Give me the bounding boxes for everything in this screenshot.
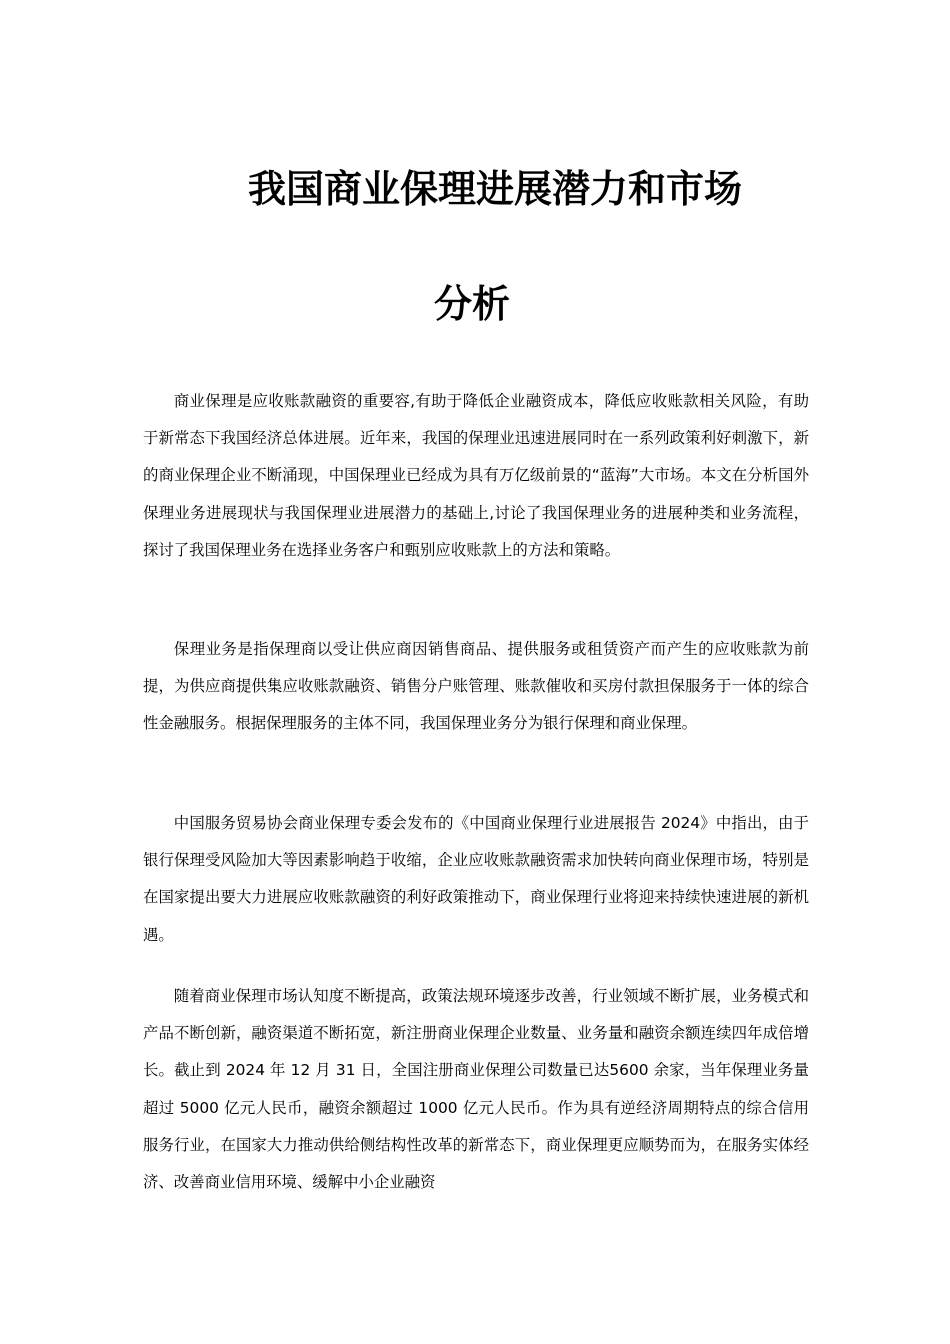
document-title-line-1: 我国商业保理进展潜力和市场 (248, 167, 743, 211)
document-title-line-2: 分析 (434, 282, 511, 326)
paragraph-definition: 保理业务是指保理商以受让供应商因销售商品、提供服务或租赁资产而产生的应收账款为前提，为供应商提供集应收账款融资、销售分户账管理、账款催收和买房付款担保服务于一体的综合性金融服务。根据保理服务的主体不同，我国保理业务分为银行保理和商业保理。 (143, 640, 809, 733)
paragraph-introduction: 商业保理是应收账款融资的重要容,有助于降低企业融资成本，降低应收账款相关风险，有助于新常态下我国经济总体进展。近年来，我国的保理业迅速进展同时在一系列政策利好刺激下，新的商业保理企业不断涌现，中国保理业已经成为具有万亿级前景的“蓝海”大市场。本文在分析国外保理业务进展现状与我国保理业进展潜力的基础上,讨论了我国保理业务的进展种类和业务流程，探讨了我国保理业务在选择业务客户和甄别应收账款上的方法和策略。 (143, 392, 809, 559)
paragraph-market-growth: 随着商业保理市场认知度不断提高，政策法规环境逐步改善，行业领域不断扩展，业务模式和产品不断创新，融资渠道不断拓宽，新注册商业保理企业数量、业务量和融资余额连续四年成倍增长。截止到 2024 年 12 月 31 日，全国注册商业保理公司数量已达5600 余家，当年保理业务量超过 5000 亿元人民币，融资余额超过 1000 亿元人民币。作为具有逆经济周期特点的综合信用服务行业，在国家大力推动供给侧结构性改革的新常态下，商业保理更应顺势而为，在服务实体经济、改善商业信用环境、缓解中小企业融资 (143, 987, 809, 1192)
paragraph-report: 中国服务贸易协会商业保理专委会发布的《中国商业保理行业进展报告 2024》中指出，由于银行保理受风险加大等因素影响趋于收缩，企业应收账款融资需求加快转向商业保理市场，特别是在国家提出要大力进展应收账款融资的利好政策推动下，商业保理行业将迎来持续快速进展的新机遇。 (143, 814, 809, 944)
